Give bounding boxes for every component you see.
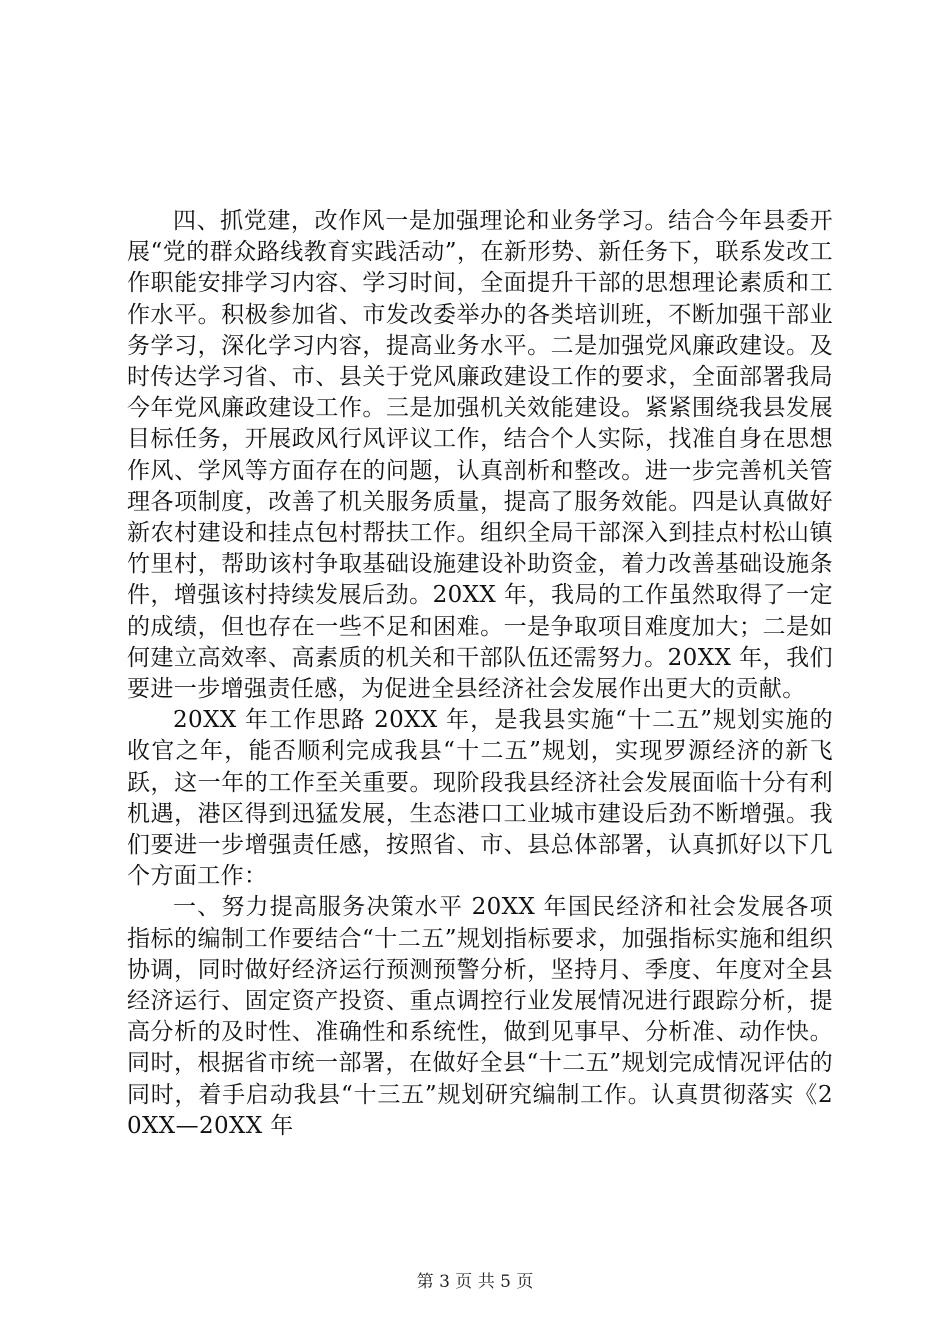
paragraph-decision-service: 一、努力提高服务决策水平 20XX 年国民经济和社会发展各项指标的编制工作要结合“十二五”规划指标要求，加强指标实施和组织协调，同时做好经济运行预测预警分析，坚持月、季度、年度对全县经济运行、固定资产投资、重点调控行业发展情况进行跟踪分析，提高分析的及时性、准确性和系统性，做到见事早、分析准、动作快。同时，根据省市统一部署，在做好全县“十二五”规划完成情况评估的同时，着手启动我县“十三五”规划研究编制工作。认真贯彻落实《20XX—20XX 年: [127, 894, 833, 1139]
paragraph-party-building: 四、抓党建，改作风一是加强理论和业务学习。结合今年县委开展“党的群众路线教育实践活动”，在新形势、新任务下，联系发改工作职能安排学习内容、学习时间，全面提升干部的思想理论素质和工作水平。积极参加省、市发改委举办的各类培训班，不断加强干部业务学习，深化学习内容，提高业务水平。二是加强党风廉政建设。及时传达学习省、市、县关于党风廉政建设工作的要求，全面部署我局今年党风廉政建设工作。三是加强机关效能建设。紧紧围绕我县发展目标任务，开展政风行风评议工作，结合个人实际，找准自身在思想作风、学风等方面存在的问题，认真剖析和整改。进一步完善机关管理各项制度，改善了机关服务质量，提高了服务效能。四是认真做好新农村建设和挂点包村帮扶工作。组织全局干部深入到挂点村松山镇竹里村，帮助该村争取基础设施建设补助资金，着力改善基础设施条件，增强该村持续发展后劲。20XX 年，我局的工作虽然取得了一定的成绩，但也存在一些不足和困难。一是争取项目难度加大；二是如何建立高效率、高素质的机关和干部队伍还需努力。20XX 年，我们要进一步增强责任感，为促进全县经济社会发展作出更大的贡献。: [127, 208, 833, 703]
page-number-footer: 第 3 页 共 5 页: [416, 1272, 534, 1292]
paragraph-work-plan: 20XX 年工作思路 20XX 年，是我县实施“十二五”规划实施的收官之年，能否顺利完成我县“十二五”规划，实现罗源经济的新飞跃，这一年的工作至关重要。现阶段我县经济社会发展面临十分有利机遇，港区得到迅猛发展，生态港口工业城市建设后劲不断增强。我们要进一步增强责任感，按照省、市、县总体部署，认真抓好以下几个方面工作：: [127, 707, 833, 890]
document-body: [127, 206, 833, 1142]
